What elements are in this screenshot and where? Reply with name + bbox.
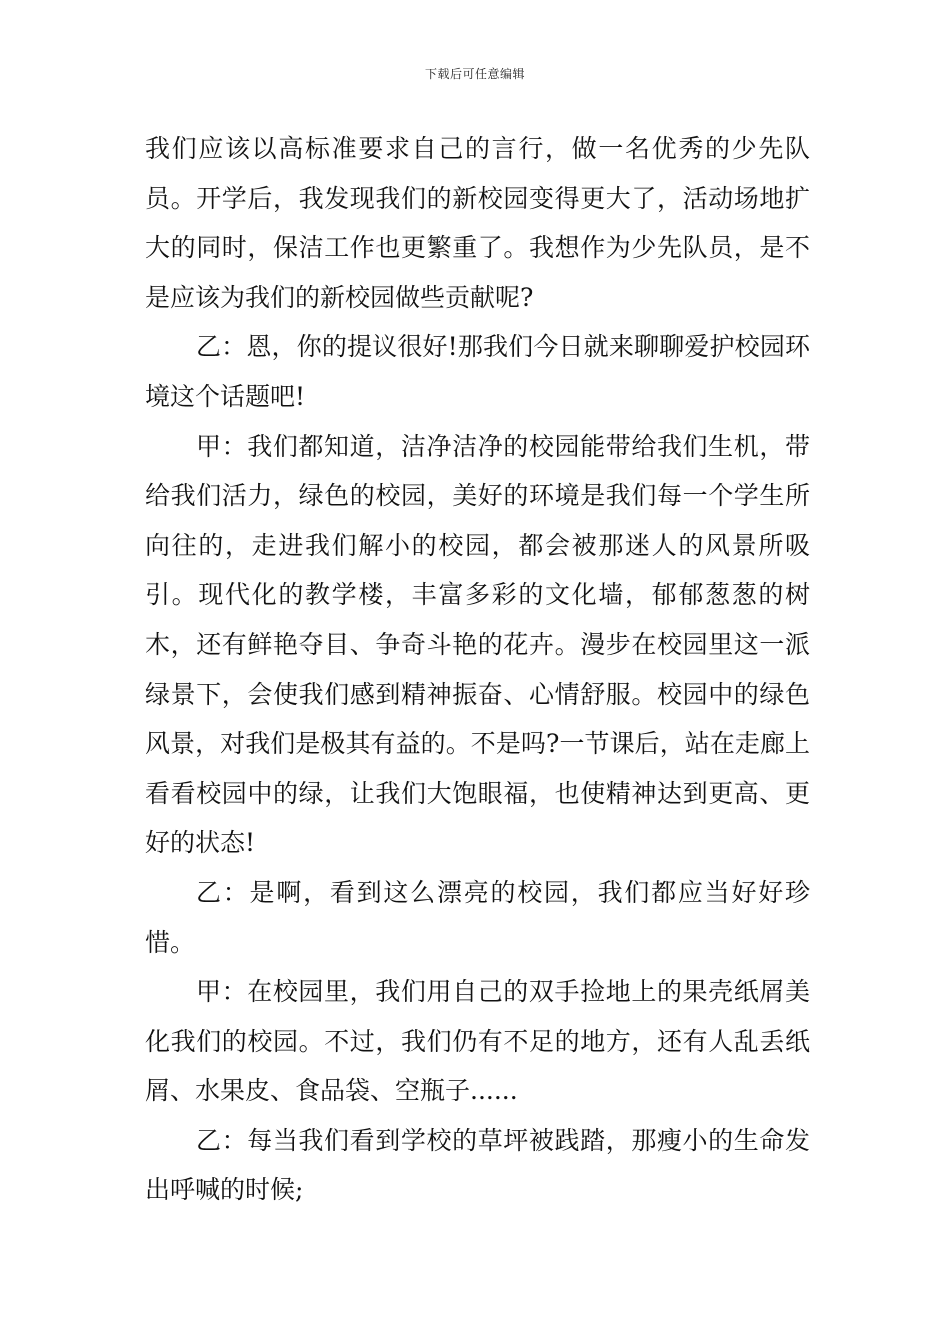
page-header-note: 下载后可任意编辑 — [424, 67, 525, 81]
paragraph-dialogue-yi-2: 乙：是啊，看到这么漂亮的校园，我们都应当好好珍惜。 — [145, 877, 810, 957]
document-body — [145, 124, 810, 1215]
paragraph-dialogue-yi-3: 乙：每当我们看到学校的草坪被践踏，那瘦小的生命发出呼喊的时候; — [145, 1125, 810, 1205]
paragraph-dialogue-jia-2: 甲：在校园里，我们用自己的双手捡地上的果壳纸屑美化我们的校园。不过，我们仍有不足的地方，还有人乱丢纸屑、水果皮、食品袋、空瓶子...... — [145, 977, 810, 1106]
paragraph-continuation: 我们应该以高标准要求自己的言行，做一名优秀的少先队员。开学后，我发现我们的新校园变得更大了，活动场地扩大的同时，保洁工作也更繁重了。我想作为少先队员，是不是应该为我们的新校园做些贡献呢? — [145, 134, 810, 312]
paragraph-dialogue-jia-1: 甲：我们都知道，洁净洁净的校园能带给我们生机，带给我们活力，绿色的校园，美好的环境是我们每一个学生所向往的，走进我们解小的校园，都会被那迷人的风景所吸引。现代化的教学楼，丰富多彩的文化墙，郁郁葱葱的树木，还有鲜艳夺目、争奇斗艳的花卉。漫步在校园里这一派绿景下，会使我们感到精神振奋、心情舒服。校园中的绿色风景，对我们是极其有益的。不是吗?一节课后，站在走廊上看看校园中的绿，让我们大饱眼福，也使精神达到更高、更好的状态! — [145, 431, 810, 858]
paragraph-dialogue-yi-1: 乙：恩，你的提议很好!那我们今日就来聊聊爱护校园环境这个话题吧! — [145, 332, 810, 411]
